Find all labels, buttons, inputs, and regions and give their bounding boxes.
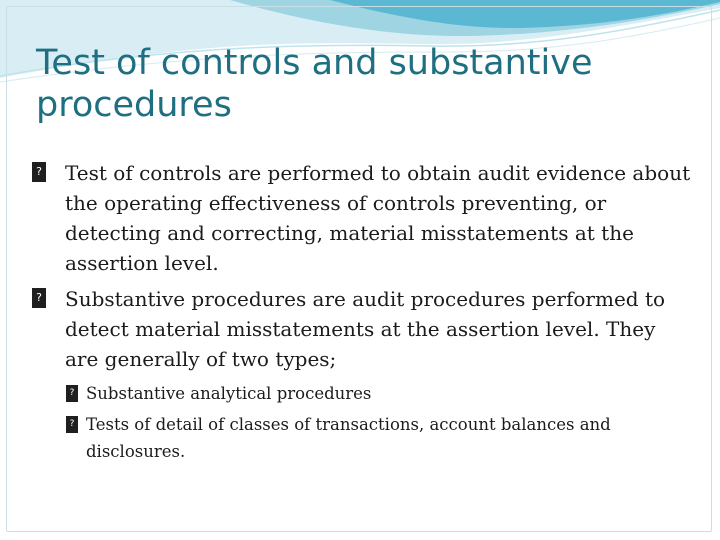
bullet-placeholder-icon: ? [32,162,46,182]
bullet-placeholder-icon: ? [66,416,78,433]
slide-body [32,158,692,465]
bullet-item [32,284,692,374]
bullet-placeholder-icon: ? [32,288,46,308]
bullet-text: Substantive procedures are audit procedures performed to detect material misstatements at the assertion level. They are generally of two types; [65,287,666,371]
sub-bullet-text: Tests of detail of classes of transactions, account balances and disclosures. [86,415,611,461]
bullet-placeholder-icon: ? [66,385,78,402]
sub-bullet-text: Substantive analytical procedures [86,384,372,403]
slide-title: Test of controls and substantive procedures [36,43,593,125]
bullet-item [32,158,692,278]
bullet-text: Test of controls are performed to obtain audit evidence about the operating effectiveness of controls preventing, or detecting and correcting, material misstatements at the assertion level. [65,161,691,275]
sub-bullet-item [32,380,692,407]
sub-bullet-item [32,411,692,465]
